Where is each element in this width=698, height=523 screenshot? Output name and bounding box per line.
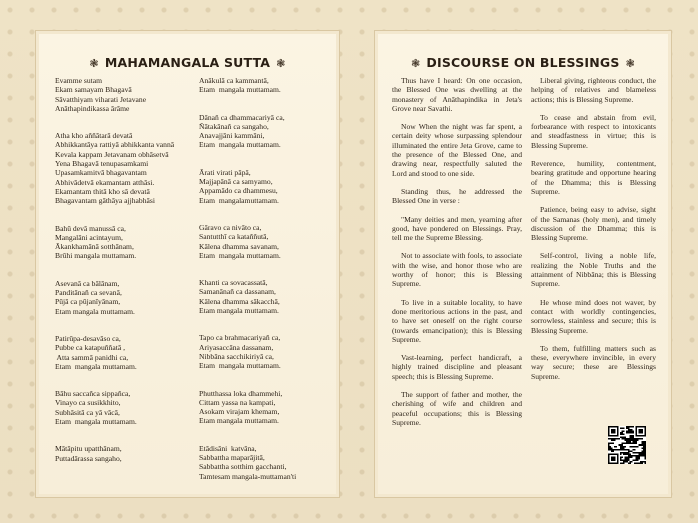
paragraph: Not to associate with fools, to associate with the wise, and honor those who are worthy of honor; this is Blessing Supreme. <box>392 251 522 289</box>
stanza: Bāhu saccañca sippañca, Vinayo ca susikkhito, Subhāsitā ca yā vācā, Etam mangala muttamam. <box>55 389 137 427</box>
right-title-text: DISCOURSE ON BLESSINGS <box>426 55 620 70</box>
stanza: Tapo ca brahmacariyañ ca, Ariyasaccāna dassanam, Nibbāna sacchikiriyā ca, Etam mangala muttamam. <box>199 333 281 371</box>
right-page <box>374 30 672 498</box>
paragraph: Self-control, living a noble life, realizing the Noble Truths and the attainment of Nibbāna; this is Blessing Supreme. <box>531 251 656 289</box>
paragraph: Patience, being easy to advise, sight of the Samanas (holy men), and timely discussion of the Dhamma; this is Blessing Supreme. <box>531 205 656 243</box>
stanza: Gāravo ca nivāto ca, Santutthī ca kataññutā, Kālena dhamma savanam, Etam mangala muttamam. <box>199 222 281 260</box>
stanza: Asevanā ca bālānam, Panditānañ ca sevanā, Pūjā ca pūjanīyānam, Etam mangala muttamam. <box>55 278 135 316</box>
paragraph: Standing thus, he addressed the Blessed One in verse : <box>392 186 522 206</box>
stanza: Patirūpa-desavāso ca, Pubbe ca katapuññatā , Atta sammā panidhi ca, Etam mangala muttamam. <box>55 333 137 371</box>
english-column-2 <box>531 76 656 390</box>
lotus-ornament-icon: ❃ <box>276 57 286 70</box>
paragraph: To cease and abstain from evil, forbearance with respect to intoxicants and steadfastness in virtue; this is Blessing Supreme. <box>531 112 656 150</box>
stanza: Phutthassa loka dhammehi, Cittam yassa na kampati, Asokam virajam khemam, Etam mangala muttamam. <box>199 388 283 426</box>
paragraph: The support of father and mother, the cherishing of wife and children and peaceful occupations; this is Blessing Supreme. <box>392 390 522 427</box>
left-title-text: MAHAMANGALA SUTTA <box>104 55 271 70</box>
lotus-ornament-icon: ❃ <box>89 57 99 70</box>
pali-column-2 <box>199 76 337 499</box>
pali-column-1 <box>55 76 193 481</box>
stanza: Evamme sutam Ekam samayam Bhagavā Sāvatthiyam viharati Jetavane Anāthapindikassa ārāme <box>55 76 147 113</box>
paragraph: To them, fulfilling matters such as these, everywhere invincible, in every way secure; these are Blessings Supreme. <box>531 343 656 381</box>
english-column-1 <box>392 76 522 436</box>
stanza: Atha kho aññātarā devatā Abhikkantāya rattiyā abhikkanta vannā Kevala kappam Jetavanam obhāsetvā Yena Bhagavā tenupasamkami Upasamkamitvā bhagavantam Abhivādetvā ekamantam atthāsi. Ekamantam thitā kho sā devatā Bhagavantam gāthāya ajjhabhāsi <box>55 131 175 206</box>
paragraph: Now When the night was far spent, a certain deity whose surpassing splendour illuminated the entire Jeta Grove, came to the presence of the Blessed One, and drawing near, respectfully saluted the Lord and stood to one side. <box>392 122 522 178</box>
stanza: Anākulā ca kammantā, Etam mangala muttamam. <box>199 76 281 95</box>
paragraph: Reverence, humility, contentment, bearing gratitude and opportune hearing of the Dhamma; this is Blessing Supreme. <box>531 159 656 196</box>
stanza: Dānañ ca dhammacariyā ca, Ñātakānañ ca sangaho, Anavajjāni kammāni, Etam mangala muttamam. <box>199 112 285 150</box>
stanza: Bahū devā manussā ca, Mangalāni acintayum, Ākankhamānā sotthānam, Brūhi mangala muttamam. <box>55 223 137 261</box>
stanza: Mātāpitu upatthānam, Puttadārassa sangaho, <box>55 444 122 463</box>
right-page-title <box>375 55 671 70</box>
paragraph: Vast-learning, perfect handicraft, a highly trained discipline and pleasant speech; this is Blessing Supreme. <box>392 353 522 381</box>
lotus-ornament-icon: ❃ <box>625 57 636 70</box>
paragraph: "Many deities and men, yearning after good, have pondered on Blessings. Pray, tell me the Supreme Blessing. <box>392 214 522 243</box>
paragraph: To live in a suitable locality, to have done meritorious actions in the past, and to have set oneself on the right course (towards emancipation); this is Blessing Supreme. <box>392 297 522 344</box>
left-page <box>35 30 340 498</box>
lotus-ornament-icon: ❃ <box>410 57 421 70</box>
paragraph: He whose mind does not waver, by contact with worldly contingencies, sorrowless, stainless and secure; this is Blessing Supreme. <box>531 297 656 335</box>
qr-code-icon[interactable] <box>608 426 646 464</box>
left-page-title <box>36 55 339 70</box>
stanza: Khanti ca sovacassatā, Samanānañ ca dassanam, Kālena dhamma sākacchā, Etam mangala muttamam. <box>199 278 280 316</box>
paragraph: Liberal giving, righteous conduct, the helping of relatives and blameless actions; this is Blessing Supreme. <box>531 76 656 104</box>
stanza: Ārati virati pāpā, Majjapānā ca samyamo, Appamādo ca dhammesu, Etam mangalamuttamam. <box>199 167 279 205</box>
paragraph: Thus have I heard: On one occasion, the Blessed One was dwelling at the monastery of Anāthapindika in Jeta's Grove near Savathi. <box>392 76 522 113</box>
stanza: Etādisāni katvāna, Sabbattha maparājitā, Sabbattha sotthim gacchanti, Tamtesam mangala-muttaman'ti <box>199 443 297 481</box>
